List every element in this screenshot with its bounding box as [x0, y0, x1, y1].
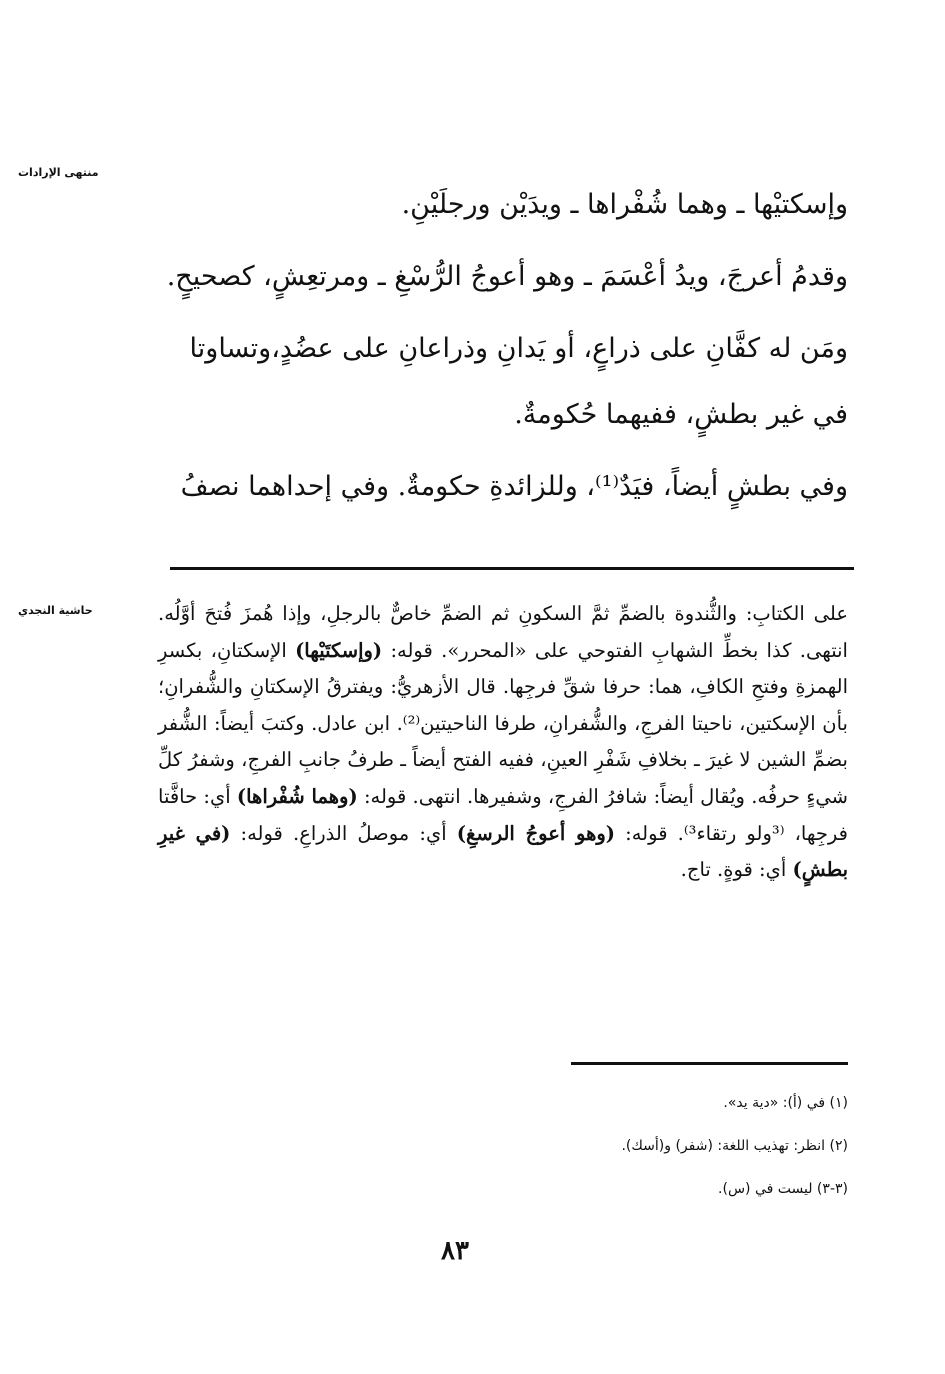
- quoted-term: (في غيرِ بطشٍ): [158, 821, 848, 882]
- book-title-label: منتهى الإرادات: [18, 166, 99, 179]
- footnote: (٢) انظر: تهذيب اللغة: (شفر) و(أسك).: [621, 1138, 848, 1154]
- commentary-text: على الكتابِ: والثُّندوة بالضمِّ ثمَّ السكونِ ثم الضمِّ خاصٌّ بالرجلِ، وإذا هُمزَ فُتحَ أوَّلُه. انتهى. كذا بخطِّ الشهابِ الفتوحي على «المحرر». قوله:: [158, 602, 848, 662]
- commentary-text: أي: موصلُ الذراعِ. قوله:: [230, 821, 457, 845]
- quoted-term: (وإسكتَيْها): [295, 638, 383, 662]
- main-text-line: وقدمُ أعرجَ، ويدُ أعْسَمَ ـ وهو أعوجُ الرُّسْغِ ـ ومرتعِشٍ، كصحيحٍ.: [166, 261, 848, 292]
- footnotes: [300, 1082, 848, 1211]
- quoted-term: (وهو أعوجُ الرسغِ): [456, 821, 616, 845]
- main-text-line: وفي بطشٍ أيضاً، فيَدٌ⁽¹⁾، وللزائدةِ حكومةٌ. وفي إحداهما نصفُ: [180, 471, 848, 502]
- footnote: (٣-٣) ليست في (س).: [718, 1181, 848, 1197]
- footnote: (١) في (أ): «دية يد».: [723, 1095, 848, 1111]
- main-text-block: [158, 172, 848, 526]
- section-divider: [170, 567, 854, 570]
- commentary-text: أي: قوةٍ. تاج.: [680, 858, 793, 882]
- quoted-term: (وهما شُفْراها): [236, 784, 358, 808]
- commentary-block: [158, 596, 848, 889]
- commentary-text: أي: حافَّتا فرجِها، ⁽³ولو رتقاء³⁾. قوله:: [158, 784, 848, 845]
- main-text-line: وإسكتيْها ـ وهما شُفْراها ـ ويدَيْن ورجلَيْنِ.: [401, 189, 848, 220]
- page-number: ٨٣: [441, 1236, 469, 1266]
- commentary-text: الإسكتانِ، بكسرِ الهمزةِ وفتحِ الكافِ، هما: حرفا شقِّ فرجِها. قال الأزهريُّ: ويفترقُ الإسكتانِ والشُّفرانِ؛ بأن الإسكتين، ناحيتا الفرجِ، والشُّفرانِ، طرفا الناحيتين⁽²⁾. ابن عادل. وكتبَ أيضاً: الشُّفر بضمِّ الشين لا غيرَ ـ بخلافِ شَفْرِ العينِ، ففيه الفتح أيضاً ـ طرفُ جانبِ الفرجِ، وشفرُ كلِّ شيءٍ حرفُه. ويُقال أيضاً: شافرُ الفرجِ، وشفيرها. انتهى. قوله:: [158, 638, 848, 808]
- main-text-line: ومَن له كفَّانِ على ذراعٍ، أو يَدانِ وذراعانِ على عضُدٍ،وتساوتا في غير بطشٍ، ففيهما حُكومةٌ.: [189, 333, 848, 430]
- commentary-title-label: حاشية النجدي: [18, 604, 93, 617]
- footnote-divider: [571, 1062, 848, 1065]
